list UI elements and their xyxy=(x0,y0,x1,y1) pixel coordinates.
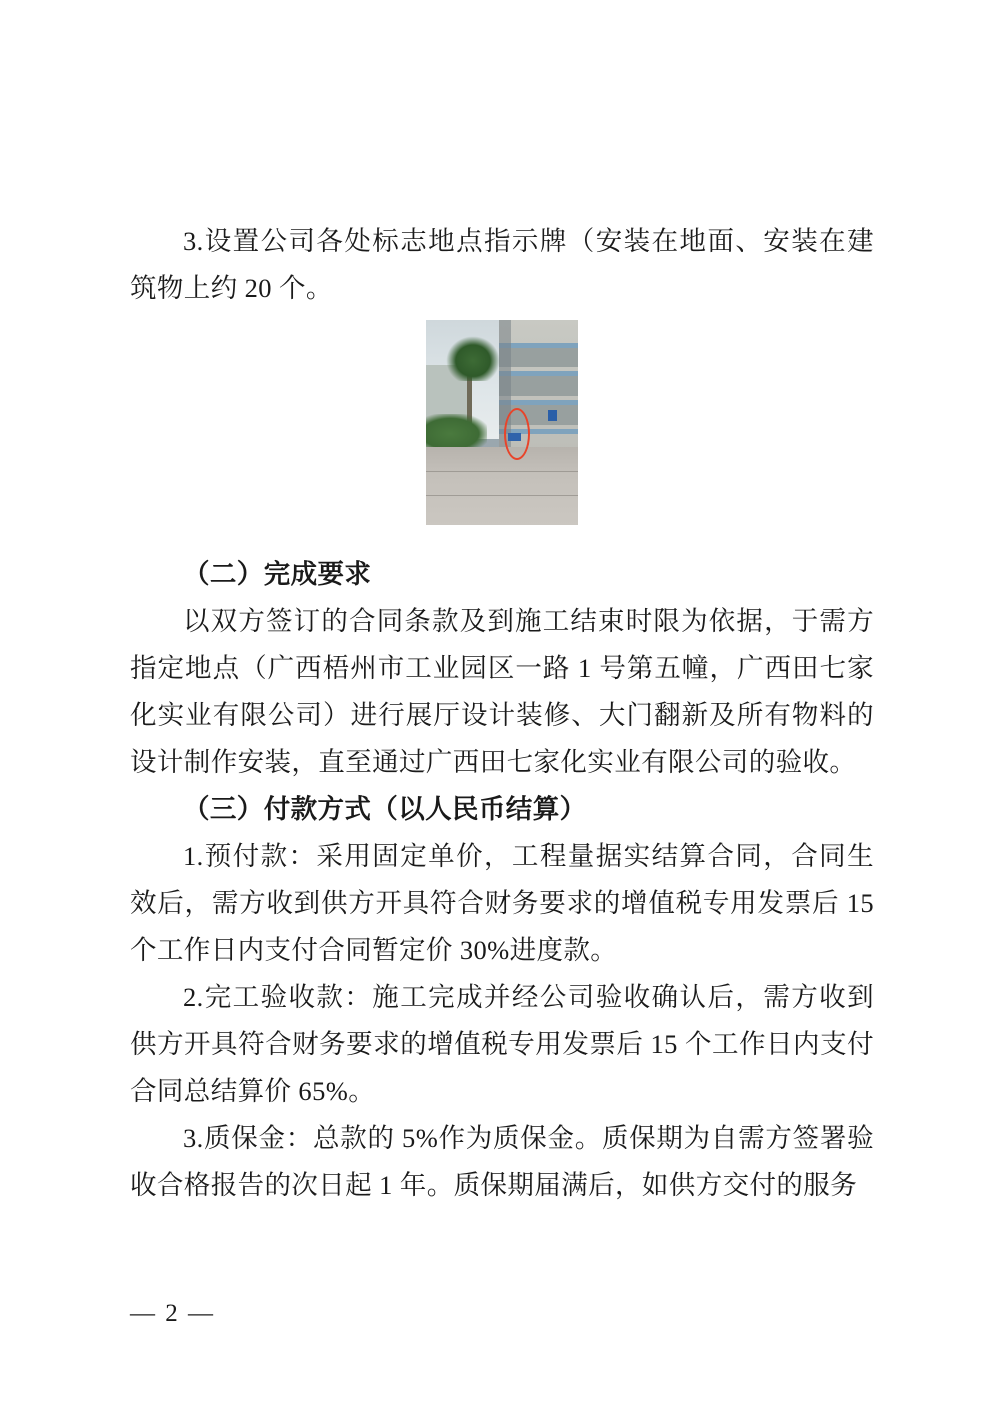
page-number: — 2 — xyxy=(130,1300,215,1327)
section-heading-three: （三）付款方式（以人民币结算） xyxy=(183,794,587,824)
photo-annotation-circle-icon xyxy=(504,408,530,460)
document-body xyxy=(130,218,874,1209)
building-signboard-photo xyxy=(426,320,578,525)
photo-wall-sign xyxy=(548,410,557,421)
photo-shrub xyxy=(426,414,487,447)
paragraph-item-3: 3.设置公司各处标志地点指示牌（安装在地面、安装在建筑物上约 20 个。 xyxy=(130,226,874,303)
payment-item-1: 1.预付款：采用固定单价，工程量据实结算合同，合同生效后，需方收到供方开具符合财务要求的增值税专用发票后 15 个工作日内支付合同暂定价 30%进度款。 xyxy=(130,841,874,965)
spacer xyxy=(130,525,874,551)
photo-ground-line xyxy=(426,471,578,472)
payment-item-2: 2.完工验收款：施工完成并经公司验收确认后，需方收到供方开具符合财务要求的增值税专用发票后 15 个工作日内支付合同总结算价 65%。 xyxy=(130,982,874,1106)
photo-block xyxy=(130,320,874,525)
photo-ground xyxy=(426,447,578,525)
payment-item-3: 3.质保金：总款的 5%作为质保金。质保期为自需方签署验收合格报告的次日起 1 年。质保期届满后，如供方交付的服务 xyxy=(130,1123,874,1200)
section-two-body: 以双方签订的合同条款及到施工结束时限为依据，于需方指定地点（广西梧州市工业园区一路 1 号第五幢，广西田七家化实业有限公司）进行展厅设计装修、大门翻新及所有物料的设计制作安装，直至通过广西田七家化实业有限公司的验收。 xyxy=(130,606,874,777)
section-heading-two: （二）完成要求 xyxy=(183,559,372,589)
photo-ground-line xyxy=(426,495,578,496)
photo-palm-leaves xyxy=(446,336,501,381)
